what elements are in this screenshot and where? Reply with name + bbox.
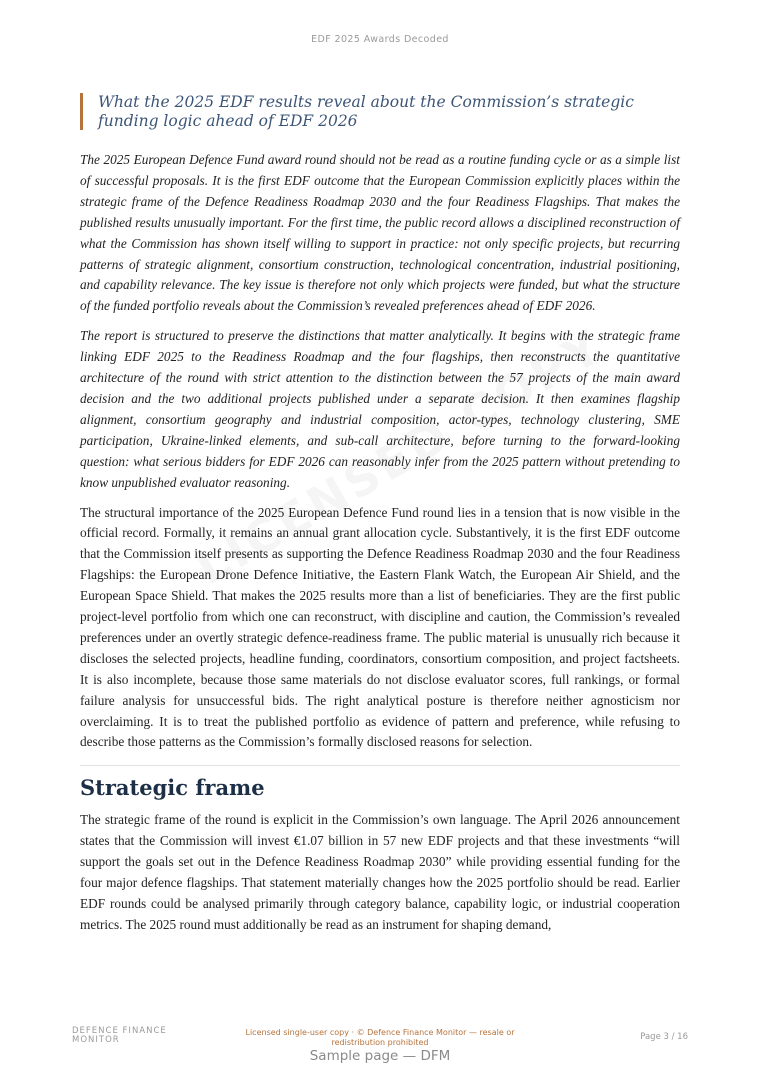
- footer-license-notice: Licensed single-user copy · © Defence Finance Monitor — resale or redistribution prohibited: [245, 1028, 515, 1047]
- footer-brand-line-2: MONITOR: [72, 1035, 120, 1045]
- body-paragraph: The structural importance of the 2025 European Defence Fund round lies in a tension that is now visible in the official record. Formally, it remains an annual grant allocation cycle. Substantively, it is the first EDF outcome that the Commission itself presents as supporting the Defence Readiness Roadmap 2030 and the four Readiness Flagships: the European Drone Defence Initiative, the Eastern Flank Watch, the European Air Shield, and the European Space Shield. That makes the 2025 results more than a list of beneficiaries. They are the first public project-level portfolio from which one can reconstruct, with discipline and caution, the Commission’s revealed preferences under an overtly strategic defence-readiness frame. The public material is unusually rich because it discloses the selected projects, headline funding, coordinators, consortium composition, and project factsheets. It is also incomplete, because those same materials do not disclose evaluator scores, full rankings, or formal failure analysis for unsuccessful bids. The right analytical posture is therefore neither agnosticism nor overclaiming. It is to treat the published portfolio as evidence of pattern and preference, while refusing to describe those patterns as the Commission’s formally disclosed reasons for selection.: [80, 504, 680, 750]
- main-content: [80, 150, 680, 945]
- sample-page-label: Sample page — DFM: [309, 1048, 451, 1064]
- intro-paragraph-1: The 2025 European Defence Fund award round should not be read as a routine funding cycle or as a simple list of successful proposals. It is the first EDF outcome that the European Commission explicitly places within the strategic frame of the Defence Readiness Roadmap 2030 and the four Readiness Flagships. That makes the published results unusually important. For the first time, the public record allows a disciplined reconstruction of what the Commission has shown itself willing to support in practice: not only specific projects, but recurring patterns of strategic alignment, consortium construction, technological concentration, industrial positioning, and capability relevance. The key issue is therefore not only which projects were funded, but what the structure of the funded portfolio reveals about the Commission’s revealed preferences ahead of EDF 2026.: [80, 152, 680, 314]
- footer-brand-line-1: DEFENCE FINANCE: [72, 1026, 167, 1036]
- section-heading: Strategic frame: [80, 775, 265, 801]
- page-number: Page 3 / 16: [640, 1032, 688, 1042]
- intro-paragraph-2: The report is structured to preserve the distinctions that matter analytically. It begins with the strategic frame linking EDF 2025 to the Readiness Roadmap and the four flagships, then reconstructs the quantitative architecture of the round with strict attention to the distinction between the 57 projects of the main award decision and the two additional projects published under a separate decision. It then examines flagship alignment, consortium geography and industrial composition, actor-types, technology clustering, SME participation, Ukraine-linked elements, and sub-call architecture, before turning to the forward-looking question: what serious bidders for EDF 2026 can reasonably infer from the 2025 pattern without pretending to know unpublished evaluator reasoning.: [80, 328, 680, 490]
- section-paragraph: The strategic frame of the round is explicit in the Commission’s own language. The April 2026 announcement states that the Commission will invest €1.07 billion in 57 new EDF projects and that these investments “will support the goals set out in the Defence Readiness Roadmap 2030” while providing essential funding for the four major defence flagships. That statement materially changes how the 2025 portfolio should be read. Earlier EDF rounds could be analysed primarily through category balance, capability logic, or industrial cooperation metrics. The 2025 round must additionally be read as an instrument for shaping demand,: [80, 812, 680, 932]
- pull-quote: What the 2025 EDF results reveal about the Commission’s strategic funding logic ahead of EDF 2026: [80, 93, 658, 130]
- section-divider: [80, 765, 680, 766]
- footer-brand: [72, 1027, 167, 1045]
- running-header: EDF 2025 Awards Decoded: [311, 34, 449, 45]
